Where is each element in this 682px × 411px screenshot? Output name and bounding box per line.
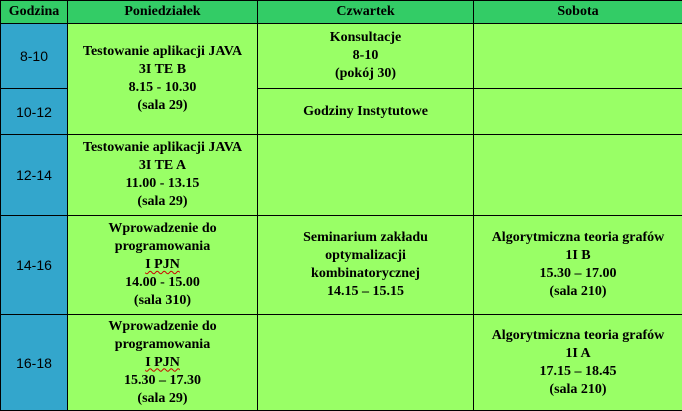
consult-room: (pokój 30) — [334, 66, 397, 81]
saturday-empty-10-12 — [474, 89, 682, 135]
row-16-18 — [1, 315, 682, 411]
seminar-title-2: optymalizacji — [325, 248, 406, 263]
monday-programming-2 — [68, 315, 258, 411]
course-title-2: programowania — [114, 239, 211, 254]
course-title: Algorytmiczna teoria grafów — [491, 230, 665, 245]
course-group: 3I TE A — [138, 158, 187, 173]
hour-cell: 16-18 — [1, 315, 68, 411]
monday-java-b — [68, 24, 258, 135]
course-title: Testowanie aplikacji JAVA — [82, 44, 243, 59]
consult-title: Konsultacje — [329, 30, 402, 45]
thursday-institute-hours — [258, 89, 474, 135]
thursday-consultations — [258, 24, 474, 89]
course-time: 11.00 - 13.15 — [125, 176, 200, 191]
seminar-title-1: Seminarium zakładu — [303, 230, 428, 245]
hour-cell: 8-10 — [1, 24, 68, 89]
course-time: 14.00 - 15.00 — [125, 275, 200, 290]
institute-title: Godziny Instytutowe — [303, 103, 428, 119]
course-room: (sala 29) — [137, 194, 188, 209]
course-group: I PJN — [145, 354, 180, 370]
monday-java-a — [68, 135, 258, 216]
course-title: Testowanie aplikacji JAVA — [82, 140, 243, 155]
hour-cell: 12-14 — [1, 135, 68, 216]
hour-cell: 10-12 — [1, 89, 68, 135]
course-title-2: programowania — [114, 336, 211, 352]
monday-programming-1 — [68, 216, 258, 315]
course-title-1: Wprowadzenie do — [108, 318, 217, 334]
header-row — [1, 1, 682, 24]
header-monday: Poniedziałek — [68, 1, 258, 24]
saturday-empty-12-14 — [474, 135, 682, 216]
course-room: (sala 210) — [549, 381, 607, 397]
row-14-16 — [1, 216, 682, 315]
course-title: Algorytmiczna teoria grafów — [491, 327, 665, 343]
consult-time: 8-10 — [352, 48, 379, 63]
row-12-14 — [1, 135, 682, 216]
hour-cell: 14-16 — [1, 216, 68, 315]
seminar-title-3: kombinatorycznej — [311, 266, 420, 281]
header-saturday: Sobota — [474, 1, 682, 24]
course-group: 3I TE B — [138, 62, 187, 77]
header-thursday: Czwartek — [258, 1, 474, 24]
course-group: I PJN — [145, 257, 180, 272]
course-room: (sala 210) — [549, 284, 607, 299]
course-room: (sala 29) — [137, 390, 188, 406]
header-hour: Godzina — [1, 1, 68, 24]
thursday-empty-16-18 — [258, 315, 474, 411]
saturday-graphs-b — [474, 216, 682, 315]
course-room: (sala 310) — [133, 293, 192, 308]
saturday-graphs-a — [474, 315, 682, 411]
course-room: (sala 29) — [137, 98, 188, 113]
thursday-empty-12-14 — [258, 135, 474, 216]
course-time: 17.15 – 18.45 — [539, 363, 617, 379]
thursday-seminar — [258, 216, 474, 315]
saturday-empty-8-10 — [474, 24, 682, 89]
course-title-1: Wprowadzenie do — [108, 221, 217, 236]
course-group: 1I B — [565, 248, 591, 263]
course-time: 8.15 - 10.30 — [128, 80, 197, 95]
course-time: 15.30 – 17.30 — [124, 372, 201, 388]
row-8-10 — [1, 24, 682, 89]
course-time: 15.30 – 17.00 — [539, 266, 617, 281]
course-group: 1I A — [565, 345, 591, 361]
seminar-time: 14.15 – 15.15 — [327, 284, 404, 299]
